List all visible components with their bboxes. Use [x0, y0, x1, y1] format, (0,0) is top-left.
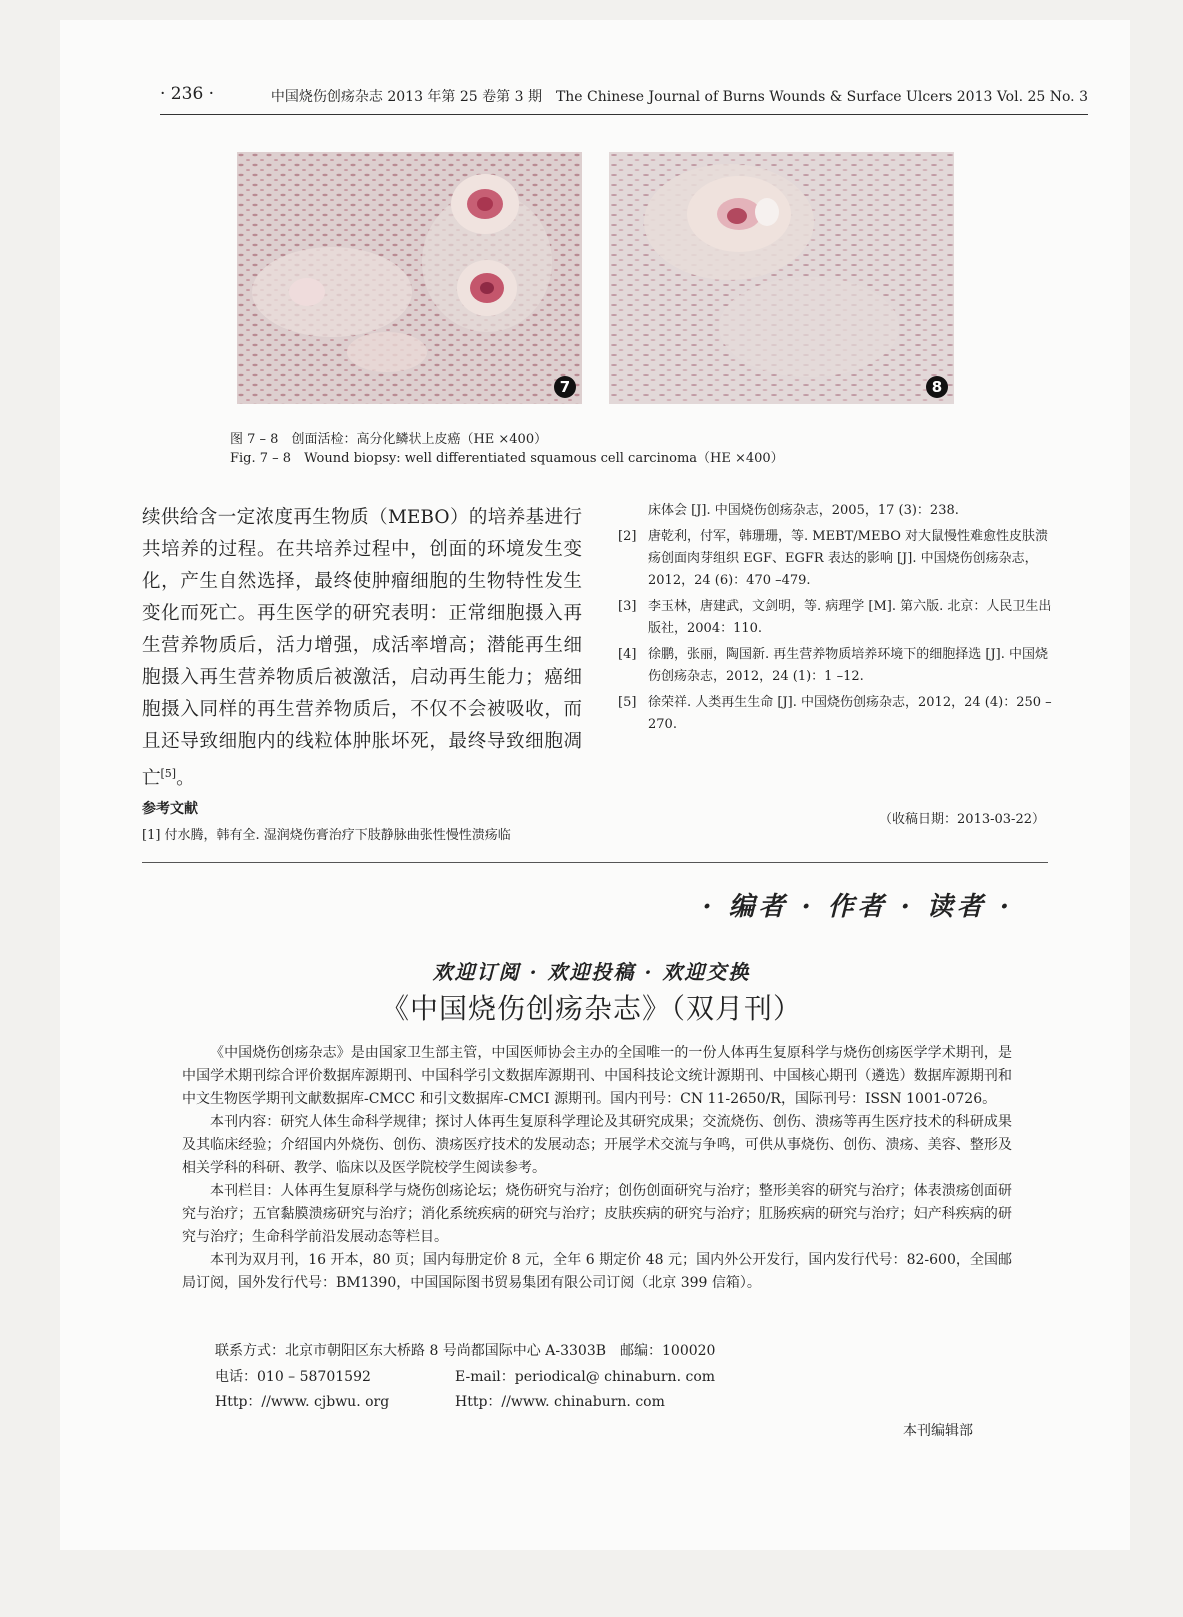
figure-caption-chinese: 图 7 – 8 创面活检：高分化鳞状上皮癌（HE ×400）	[230, 432, 548, 447]
figure-7-micrograph	[237, 152, 582, 404]
reference-item	[618, 692, 1053, 736]
contact-website-chinaburn: Http：//www. chinaburn. com	[455, 1394, 665, 1410]
reference-item	[618, 644, 1053, 688]
reference-number: [2]	[618, 529, 637, 544]
received-date: （收稿日期：2013-03-22）	[879, 812, 1045, 827]
contact-website-cjbwu: Http：//www. cjbwu. org	[215, 1394, 390, 1410]
section-title: · 编者 · 作者 · 读者 ·	[702, 892, 1013, 922]
micrograph-8-image	[609, 152, 954, 404]
section-divider	[142, 862, 1048, 863]
reference-number: [3]	[618, 599, 637, 614]
micrograph-7-image	[237, 152, 582, 404]
journal-running-title: 中国烧伤创疡杂志 2013 年第 25 卷第 3 期 The Chinese Journal of Burns Wounds & Surface Ulcers 2013 Vol. 25 No. 3	[270, 89, 1088, 105]
body-text: 续供给含一定浓度再生物质（MEBO）的培养基进行共培养的过程。在共培养过程中，创面的环境发生变化，产生自然选择，最终使肿瘤细胞的生物特性发生变化而死亡。再生医学的研究表明：正常细胞摄入再生营养物质后，活力增强，成活率增高；潜能再生细胞摄入再生营养物质后被激活，启动再生能力；癌细胞摄入同样的再生营养物质后，不仅不会被吸收，而且还导致细胞内的线粒体肿胀坏死，最终导致细胞凋亡	[142, 507, 582, 790]
figure-8-label: 8	[926, 376, 948, 398]
reference-text: 徐荣祥. 人类再生生命 [J]. 中国烧伤创疡杂志，2012，24 (4)：250 –270.	[648, 695, 1052, 732]
figure-7-label: 7	[554, 376, 576, 398]
body-paragraph	[142, 502, 582, 795]
reference-1: [1] 付水腾，韩有全. 湿润烧伤膏治疗下肢静脉曲张性慢性溃疡临	[142, 828, 511, 843]
announcement-paragraph: 《中国烧伤创疡杂志》是由国家卫生部主管，中国医师协会主办的全国唯一的一份人体再生复原科学与烧伤创疡医学学术期刊，是中国学术期刊综合评价数据库源期刊、中国科学引文数据库源期刊、中国科技论文统计源期刊、中国核心期刊（遴选）数据库源期刊和中文生物医学期刊文献数据库-CMCC 和引文数据库-CMCI 源期刊。国内刊号：CN 11-2650/R，国际刊号：ISSN 1001-0726。	[182, 1045, 1012, 1107]
reference-number: [5]	[618, 695, 637, 710]
figure-8-micrograph	[609, 152, 954, 404]
contact-address: 联系方式：北京市朝阳区东大桥路 8 号尚都国际中心 A-3303B 邮编：100020	[215, 1343, 716, 1359]
reference-text: 徐鹏，张丽，陶国新. 再生营养物质培养环境下的细胞择选 [J]. 中国烧伤创疡杂志，2012，24 (1)：1 –12.	[648, 647, 1049, 684]
journal-announcement	[182, 1042, 1012, 1295]
welcome-line: 欢迎订阅 · 欢迎投稿 · 欢迎交换	[432, 960, 751, 984]
journal-title: 《中国烧伤创疡杂志》（双月刊）	[380, 992, 802, 1025]
running-header	[160, 84, 1088, 115]
reference-item	[618, 526, 1053, 592]
reference-list-right	[618, 500, 1053, 736]
reference-text: 李玉林，唐建武，文剑明，等. 病理学 [M]. 第六版. 北京：人民卫生出版社，2004：110.	[648, 599, 1052, 636]
references-heading: 参考文献	[142, 801, 198, 817]
reference-item	[618, 596, 1053, 640]
citation-marker: [5]	[160, 767, 177, 780]
announcement-paragraph: 本刊为双月刊，16 开本，80 页；国内每册定价 8 元，全年 6 期定价 48 元；国内外公开发行，国内发行代号：82-600，全国邮局订阅，国外发行代号：BM1390，中国国际图书贸易集团有限公司订阅（北京 399 信箱）。	[182, 1252, 1012, 1291]
reference-number: [4]	[618, 647, 637, 662]
body-text-end: 。	[176, 768, 195, 790]
figure-caption-english: Fig. 7 – 8 Wound biopsy: well differentiated squamous cell carcinoma（HE ×400）	[230, 451, 784, 466]
contact-phone: 电话：010 – 58701592	[215, 1369, 371, 1385]
editorial-office: 本刊编辑部	[903, 1423, 973, 1439]
reference-1-continuation: 床体会 [J]. 中国烧伤创疡杂志，2005，17 (3)：238.	[648, 503, 959, 518]
announcement-paragraph: 本刊内容：研究人体生命科学规律；探讨人体再生复原科学理论及其研究成果；交流烧伤、创伤、溃疡等再生医疗技术的科研成果及其临床经验；介绍国内外烧伤、创伤、溃疡医疗技术的发展动态；开展学术交流与争鸣，可供从事烧伤、创伤、溃疡、美容、整形及相关学科的科研、教学、临床以及医学院校学生阅读参考。	[182, 1114, 1012, 1176]
contact-email: E-mail：periodical@ chinaburn. com	[455, 1369, 716, 1385]
reference-text: 唐乾利，付军，韩珊珊，等. MEBT/MEBO 对大鼠慢性难愈性皮肤溃疡创面肉芽组织 EGF、EGFR 表达的影响 [J]. 中国烧伤创疡杂志，2012，24 (6)：470 –479.	[648, 529, 1049, 588]
page-number: · 236 ·	[160, 84, 215, 104]
announcement-paragraph: 本刊栏目：人体再生复原科学与烧伤创疡论坛；烧伤研究与治疗；创伤创面研究与治疗；整形美容的研究与治疗；体表溃疡创面研究与治疗；五官黏膜溃疡研究与治疗；消化系统疾病的研究与治疗；皮肤疾病的研究与治疗；肛肠疾病的研究与治疗；妇产科疾病的研究与治疗；生命科学前沿发展动态等栏目。	[182, 1183, 1012, 1245]
